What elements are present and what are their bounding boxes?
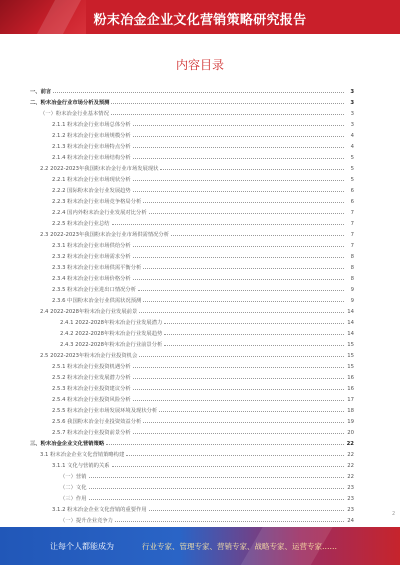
toc-entry[interactable] — [30, 205, 354, 216]
toc-entry-title: 2.3.1 粉末冶金行业市场供给分析 — [52, 243, 131, 249]
toc-entry-title: 2.2.2 国际粉末冶金行业发展趋势 — [52, 188, 131, 194]
toc-entry-page: 6 — [350, 188, 354, 194]
toc-entry-page: 14 — [347, 331, 354, 337]
toc-dot-leader — [106, 444, 344, 445]
toc-entry[interactable] — [30, 348, 354, 359]
toc-dot-leader — [89, 488, 345, 489]
toc-entry-title: 2.5 2022-2023年粉末冶金行业投资机会 — [40, 353, 138, 359]
toc-dot-leader — [53, 92, 344, 93]
toc-entry[interactable] — [30, 337, 354, 348]
toc-entry-title: 一、前言 — [30, 89, 52, 95]
toc-entry-title: 2.1.4 粉末冶金行业市场结构分析 — [52, 155, 131, 161]
toc-entry-title: 2.4 2022-2028年粉末冶金行业发展前景 — [40, 309, 138, 315]
toc-entry-title: 2.4.1 2022-2028年粉末冶金行业发展潜力 — [60, 320, 163, 326]
toc-entry[interactable] — [30, 139, 354, 150]
toc-entry-title: 三、粉末冶金企业文化营销策略 — [30, 441, 105, 447]
toc-entry-page: 8 — [350, 265, 354, 271]
toc-entry[interactable] — [30, 249, 354, 260]
toc-entry[interactable] — [30, 227, 354, 238]
toc-entry[interactable] — [30, 106, 354, 117]
toc-entry[interactable] — [30, 271, 354, 282]
toc-entry-page: 4 — [350, 133, 354, 139]
toc-entry-page: 9 — [350, 298, 354, 304]
toc-entry[interactable] — [30, 502, 354, 513]
toc-dot-leader — [133, 158, 344, 159]
toc-entry-page: 15 — [347, 353, 354, 359]
toc-entry-title: 2.2.1 粉末冶金行业市场现状分析 — [52, 177, 131, 183]
toc-entry[interactable] — [30, 282, 354, 293]
toc-entry[interactable] — [30, 414, 354, 425]
toc-entry-page: 16 — [347, 375, 354, 381]
toc-dot-leader — [89, 477, 345, 478]
toc-entry-page: 15 — [347, 364, 354, 370]
toc-entry-page: 6 — [350, 199, 354, 205]
toc-entry[interactable] — [30, 238, 354, 249]
toc-entry-page: 15 — [347, 342, 354, 348]
toc-entry-page: 14 — [347, 309, 354, 315]
toc-dot-leader — [143, 268, 344, 269]
page-number: 2 — [392, 511, 396, 517]
toc-dot-leader — [133, 147, 344, 148]
toc-dot-leader — [149, 213, 344, 214]
toc-entry-title: 3.1.1 文化与营销的关系 — [52, 463, 110, 469]
toc-entry-page: 7 — [350, 232, 354, 238]
toc-entry[interactable] — [30, 293, 354, 304]
toc-entry[interactable] — [30, 469, 354, 480]
toc-entry[interactable] — [30, 172, 354, 183]
toc-dot-leader — [143, 202, 344, 203]
toc-entry-title: （一）营销 — [60, 474, 87, 480]
toc-entry-title: 2.5.5 粉末冶金行业市场发展环境及现状分析 — [52, 408, 158, 414]
toc-dot-leader — [149, 510, 344, 511]
toc-entry[interactable] — [30, 161, 354, 172]
toc-entry-title: （三）作用 — [60, 496, 87, 502]
toc-entry[interactable] — [30, 150, 354, 161]
toc-entry[interactable] — [30, 117, 354, 128]
toc-dot-leader — [159, 411, 344, 412]
toc-entry-page: 17 — [347, 397, 354, 403]
toc-entry-title: 2.5.1 粉末冶金行业投资机遇分析 — [52, 364, 131, 370]
toc-entry-title: 2.2.5 粉末冶金行业总结 — [52, 221, 110, 227]
toc-entry-title: 2.3 2022-2023年我国粉末冶金行业市场供需情况分析 — [40, 232, 170, 238]
toc-entry-page: 22 — [347, 463, 354, 469]
toc-entry-page: 8 — [350, 254, 354, 260]
toc-entry-page: 3 — [350, 111, 354, 117]
toc-entry-title: 2.3.5 粉末冶金行业进出口情况分析 — [52, 287, 137, 293]
toc-entry[interactable] — [30, 194, 354, 205]
toc-dot-leader — [164, 334, 344, 335]
toc-entry[interactable] — [30, 403, 354, 414]
toc-entry-page: 5 — [350, 155, 354, 161]
toc-dot-leader — [138, 290, 344, 291]
toc-entry[interactable] — [30, 315, 354, 326]
toc-dot-leader — [133, 367, 344, 368]
toc-entry[interactable] — [30, 370, 354, 381]
toc-entry[interactable] — [30, 84, 354, 95]
toc-entry[interactable] — [30, 447, 354, 458]
toc-heading: 内容目录 — [175, 58, 224, 72]
toc-entry-title: （一）粉末冶金行业基本情况 — [40, 111, 109, 117]
toc-dot-leader — [126, 455, 344, 456]
toc-dot-leader — [112, 466, 344, 467]
toc-dot-leader — [133, 191, 344, 192]
toc-entry[interactable] — [30, 260, 354, 271]
toc-entry[interactable] — [30, 480, 354, 491]
header-banner — [0, 0, 400, 34]
toc-dot-leader — [89, 499, 345, 500]
toc-entry-title: 2.3.3 粉末冶金行业市场供需平衡分析 — [52, 265, 142, 271]
toc-dot-leader — [143, 301, 344, 302]
toc-entry-title: 3.1 粉末冶金企业文化营销策略构建 — [40, 452, 125, 458]
toc-dot-leader — [111, 114, 344, 115]
toc-entry-title: 2.3.6 中国粉末冶金行业供需状况预测 — [52, 298, 142, 304]
toc-entry-page: 14 — [347, 320, 354, 326]
toc-entry-page: 9 — [350, 287, 354, 293]
toc-entry-page: 8 — [350, 276, 354, 282]
toc-entry-page: 23 — [347, 485, 354, 491]
toc-dot-leader — [133, 400, 344, 401]
toc-entry[interactable] — [30, 304, 354, 315]
toc-dot-leader — [171, 235, 344, 236]
toc-entry-title: 2.4.2 2022-2028年粉末冶金行业发展趋势 — [60, 331, 163, 337]
toc-entry-page: 20 — [347, 430, 354, 436]
toc-entry-page: 23 — [347, 496, 354, 502]
toc-entry-page: 5 — [350, 166, 354, 172]
toc-dot-leader — [133, 246, 344, 247]
toc-dot-leader — [139, 312, 344, 313]
toc-entry[interactable] — [30, 392, 354, 403]
toc-entry-title: 2.5.4 粉末冶金行业投资风险分析 — [52, 397, 131, 403]
toc-entry-page: 19 — [347, 419, 354, 425]
toc-entry[interactable] — [30, 513, 354, 524]
toc-dot-leader — [143, 422, 344, 423]
table-of-contents — [30, 84, 354, 535]
toc-entry-page: 4 — [350, 144, 354, 150]
toc-entry-title: 2.5.7 粉末冶金行业投资前景分析 — [52, 430, 131, 436]
toc-dot-leader — [164, 345, 344, 346]
toc-dot-leader — [160, 169, 344, 170]
toc-entry-page: 18 — [347, 408, 354, 414]
footer-banner — [0, 527, 400, 565]
toc-entry[interactable] — [30, 183, 354, 194]
toc-dot-leader — [139, 356, 344, 357]
toc-entry-title: 2.2.4 国内外粉末冶金行业发展对比分析 — [52, 210, 147, 216]
toc-entry-page: 22 — [347, 474, 354, 480]
report-title: 粉末冶金企业文化营销策略研究报告 — [93, 13, 307, 28]
toc-entry-page: 23 — [347, 507, 354, 513]
toc-entry-title: 2.2.3 粉末冶金行业市场竞争格局分析 — [52, 199, 142, 205]
toc-entry-title: 2.3.2 粉末冶金行业市场需求分析 — [52, 254, 131, 260]
toc-entry[interactable] — [30, 359, 354, 370]
toc-dot-leader — [133, 180, 344, 181]
toc-entry[interactable] — [30, 326, 354, 337]
toc-entry-page: 7 — [350, 210, 354, 216]
toc-dot-leader — [133, 433, 344, 434]
toc-entry-page: 7 — [350, 221, 354, 227]
toc-dot-leader — [112, 224, 344, 225]
toc-entry-title: 二、粉末冶金行业市场分析及预测 — [30, 100, 110, 106]
toc-entry-title: （二）文化 — [60, 485, 87, 491]
toc-dot-leader — [133, 389, 344, 390]
toc-entry-page: 5 — [350, 177, 354, 183]
toc-dot-leader — [133, 279, 344, 280]
toc-entry[interactable] — [30, 128, 354, 139]
toc-dot-leader — [133, 378, 344, 379]
toc-entry-page: 22 — [347, 452, 354, 458]
toc-entry-page: 3 — [350, 100, 354, 106]
toc-entry[interactable] — [30, 425, 354, 436]
toc-entry-title: 2.2 2022-2023年我国粉末冶金行业市场发展现状 — [40, 166, 159, 172]
toc-entry[interactable] — [30, 381, 354, 392]
footer-slogan: 让每个人都能成为 — [50, 542, 114, 551]
toc-entry-title: 2.5.3 粉末冶金行业投资建议分析 — [52, 386, 131, 392]
toc-entry-title: 3.1.2 粉末冶金企业文化营销的重要作用 — [52, 507, 147, 513]
toc-entry-page: 3 — [350, 122, 354, 128]
toc-entry-title: 2.4.3 2022-2028年粉末冶金行业前景分析 — [60, 342, 163, 348]
toc-entry-page: 16 — [347, 386, 354, 392]
toc-entry[interactable] — [30, 216, 354, 227]
toc-entry[interactable] — [30, 95, 354, 106]
toc-entry-title: 2.3.4 粉末冶金行业市场价格分析 — [52, 276, 131, 282]
toc-entry[interactable] — [30, 458, 354, 469]
toc-entry-title: 2.1.3 粉末冶金行业市场特点分析 — [52, 144, 131, 150]
toc-entry[interactable] — [30, 491, 354, 502]
toc-entry-page: 22 — [346, 441, 354, 447]
toc-dot-leader — [164, 323, 344, 324]
toc-dot-leader — [133, 257, 344, 258]
toc-dot-leader — [115, 521, 344, 522]
toc-entry-title: 2.5.6 我国粉末冶金行业投资效益分析 — [52, 419, 142, 425]
toc-entry-page: 7 — [350, 243, 354, 249]
toc-entry-title: 2.1.2 粉末冶金行业市场规模分析 — [52, 133, 131, 139]
toc-dot-leader — [133, 125, 344, 126]
toc-entry[interactable] — [30, 436, 354, 447]
toc-entry-title: 2.1.1 粉末冶金行业市场总体分析 — [52, 122, 131, 128]
toc-entry-title: 2.5.2 粉末冶金行业发展潜力分析 — [52, 375, 131, 381]
toc-entry-page: 24 — [347, 518, 354, 524]
toc-dot-leader — [133, 136, 344, 137]
footer-roles: 行业专家、管理专家、营销专家、战略专家、运营专家…… — [142, 542, 337, 551]
toc-entry-title: （一）提升企业竞争力 — [60, 518, 113, 524]
toc-entry-page: 3 — [350, 89, 354, 95]
toc-dot-leader — [111, 103, 344, 104]
